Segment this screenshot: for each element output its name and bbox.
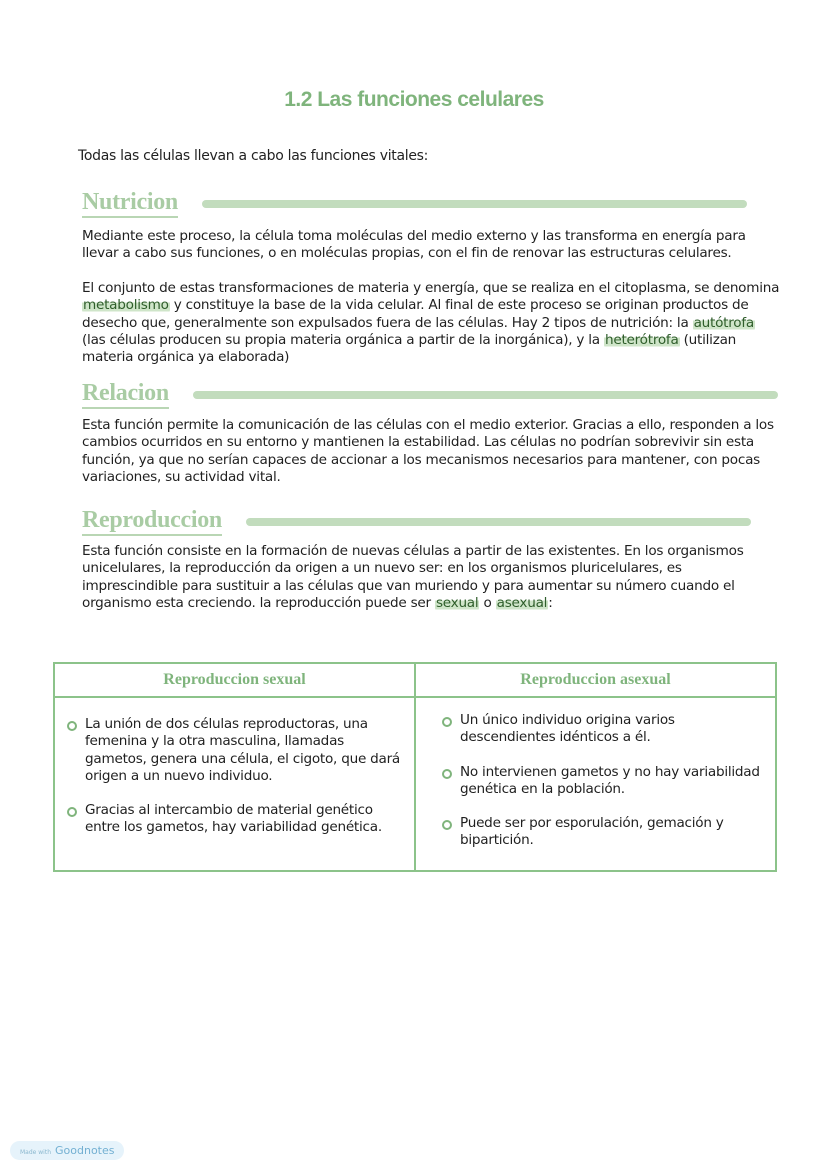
badge-prefix: Made with <box>20 1149 51 1156</box>
highlight-autotrofa: autótrofa <box>693 314 754 331</box>
badge-brand: Goodnotes <box>55 1144 115 1157</box>
bullet-circle-icon <box>442 769 452 779</box>
section-header-reproduccion <box>82 507 751 536</box>
bullet-circle-icon <box>442 820 452 830</box>
made-with-goodnotes-badge <box>10 1141 124 1160</box>
page-title: 1.2 Las funciones celulares <box>284 88 544 111</box>
text-run: : <box>548 594 553 611</box>
highlight-heterotrofa: heterótrofa <box>604 331 679 348</box>
paragraph-relacion: Esta función permite la comunicación de las células con el medio exterior. Gracias a ello, responden a los cambios ocurridos en su entorno y mantienen la estabilidad. Las células no podrían sobrevivir sin esta función, ya que no serían capaces de accionar a los mecanismos necesarios para mantener, con pocas variaciones, su actividad vital. <box>82 417 774 485</box>
list-item <box>67 802 406 837</box>
highlight-sexual: sexual <box>435 594 479 611</box>
highlight-asexual: asexual <box>496 594 548 611</box>
bullet-circle-icon <box>442 717 452 727</box>
highlight-metabolismo: metabolismo <box>83 297 169 314</box>
bullet-circle-icon <box>67 807 77 817</box>
heading-bar-decoration <box>193 391 778 399</box>
list-item-text: No intervienen gametos y no hay variabilidad genética en la población. <box>460 763 760 797</box>
heading-nutricion: Nutricion <box>82 189 178 218</box>
paragraph-nutricion-2 <box>82 280 782 366</box>
heading-relacion: Relacion <box>82 380 169 409</box>
intro-text: Todas las células llevan a cabo las funciones vitales: <box>78 148 429 164</box>
text-run: El conjunto de estas transformaciones de materia y energía, que se realiza en el citoplasma, se denomina <box>82 280 780 296</box>
text-run: Esta función consiste en la formación de nuevas células a partir de las existentes. En los organismos unicelulares, la reproducción da origen a un nuevo ser: en los organismos pluricelulares, es imprescindible para sustituir a las células que van muriendo y para aumentar su número cuando el organismo esta creciendo. la reproducción puede ser <box>82 543 744 611</box>
paragraph-reproduccion <box>82 543 772 612</box>
text-run: (utilizan materia orgánica ya elaborada) <box>82 331 737 366</box>
list-item <box>67 716 406 785</box>
heading-bar-decoration <box>246 518 751 526</box>
text-run: o <box>479 594 496 611</box>
text-run: y constituye la base de la vida celular. Al final de este proceso se originan productos de desecho que, generalmente son expulsados fuera de las células. Hay 2 tipos de nutrición: la <box>82 297 749 331</box>
list-item <box>442 764 767 799</box>
text-run: (las células producen su propia materia orgánica a partir de la inorgánica), y la <box>82 331 604 348</box>
column-sexual <box>55 664 414 870</box>
list-item-text: Gracias al intercambio de material genético entre los gametos, hay variabilidad genética. <box>85 802 382 836</box>
list-item <box>442 712 767 747</box>
section-header-nutricion <box>82 189 747 218</box>
list-item-text: La unión de dos células reproductoras, una femenina y la otra masculina, llamadas gametos, genera una célula, el cigoto, que dará origen a un nuevo individuo. <box>85 716 401 784</box>
heading-bar-decoration <box>202 200 747 208</box>
column-header-sexual: Reproduccion sexual <box>55 664 414 698</box>
comparison-table <box>53 662 777 872</box>
section-header-relacion <box>82 380 778 409</box>
column-header-asexual: Reproduccion asexual <box>416 664 775 698</box>
list-item <box>442 815 767 850</box>
column-asexual <box>414 664 775 870</box>
paragraph-nutricion-1: Mediante este proceso, la célula toma moléculas del medio externo y las transforma en energía para llevar a cabo sus funciones, o en moléculas propias, con el fin de renovar las estructuras celulares. <box>82 228 746 262</box>
list-sexual <box>55 698 414 837</box>
bullet-circle-icon <box>67 721 77 731</box>
heading-reproduccion: Reproduccion <box>82 507 222 536</box>
list-item-text: Un único individuo origina varios descendientes idénticos a él. <box>460 712 675 746</box>
list-asexual <box>416 698 775 850</box>
list-item-text: Puede ser por esporulación, gemación y bipartición. <box>460 815 724 849</box>
